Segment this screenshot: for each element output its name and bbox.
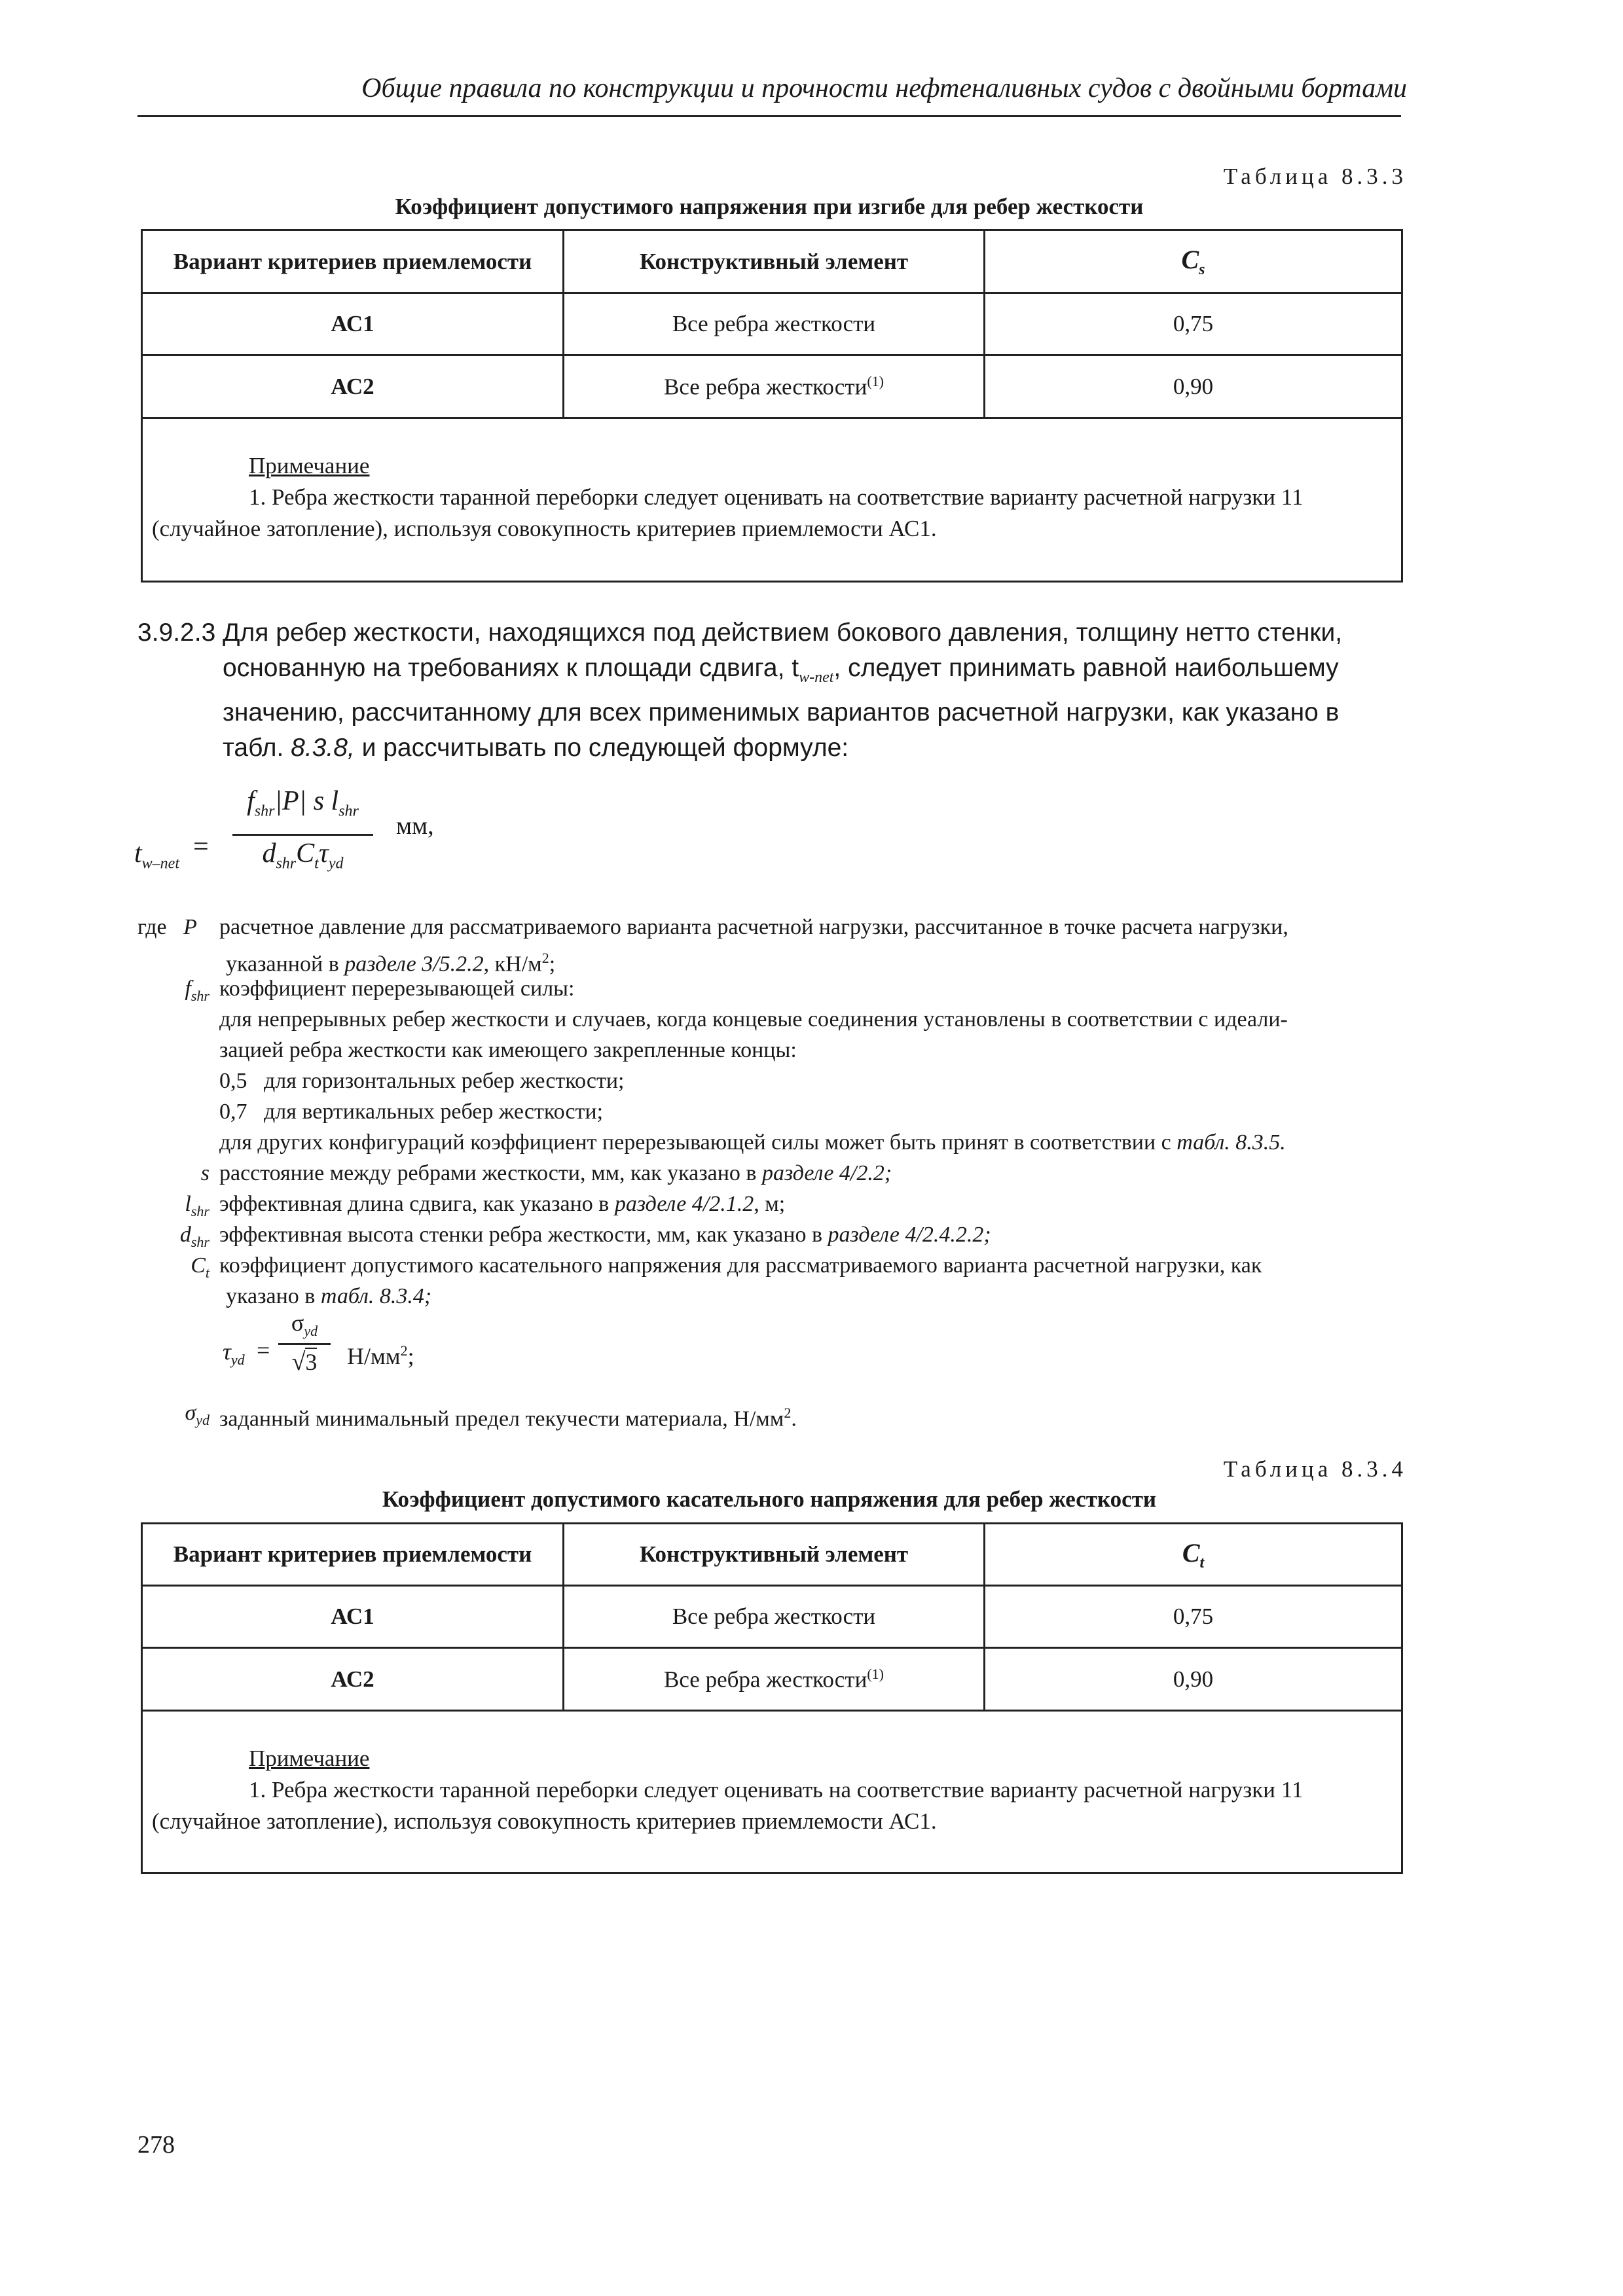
def-P-symbol: P [183,915,197,939]
table1-row1-value: 0,75 [985,293,1402,355]
def-c-symbol [137,1250,210,1288]
table1-row2-value: 0,90 [985,355,1402,418]
table2-col-coef [985,1524,1402,1586]
def-P-ref: разделе 3/5.2.2 [344,952,484,977]
den-c-sub: t [314,855,319,872]
table2-header-row [142,1524,1402,1586]
tau-unit [347,1335,414,1372]
tau-unit-text: Н/мм [347,1343,401,1369]
cs-subscript: s [1199,261,1205,278]
def-P-unit-sup: 2 [541,950,549,966]
def-sigma-end: . [791,1407,797,1431]
table1-note-line1: 1. Ребра жесткости таранной переборки следует оценивать на соответствие варианту расчетной нагрузки 11 [249,484,1304,510]
tau-unit-sup: 2 [400,1342,408,1359]
def-d-pre: эффективная высота стенки ребра жесткости, мм, как указано в [219,1223,823,1247]
table-row [142,1586,1402,1648]
paragraph-line4-pre: табл. [223,733,284,762]
den-d: d [262,838,276,869]
l-sub: shr [191,1202,210,1219]
table1-row1-element: Все ребра жесткости [564,293,985,355]
def-sigma-body: заданный минимальный предел текучести материала, Н/мм [219,1407,784,1431]
def-c-ref: табл. 8.3.4; [320,1284,432,1308]
table1-row2-variant: АС2 [142,355,564,418]
table1-col-variant: Вариант критериев приемлемости [142,230,564,293]
def-P-text: расчетное давление для рассматриваемого варианта расчетной нагрузки, рассчитанное в точке расчета нагрузки, [219,915,1288,939]
d-sym: d [179,1223,191,1247]
tau-num-sub: yd [304,1323,318,1340]
ct-symbol: C [1182,1537,1200,1568]
def-sigma-symbol [137,1397,210,1435]
table2 [141,1522,1403,1874]
tau-unit-end: ; [407,1343,414,1369]
den-d-sub: shr [276,855,297,872]
table2-note-row [142,1711,1402,1873]
def-where-label [137,912,216,942]
def-P-text2 [226,942,1401,979]
def-c-text: коэффициент допустимого касательного напряжения для рассматриваемого варианта расчетной нагрузки, как [219,1253,1262,1278]
def-l-ref: разделе 4/2.1.2 [614,1192,754,1216]
sqrt-icon: √ [291,1348,306,1376]
formula-unit: мм, [396,812,434,840]
table2-row1-variant: АС1 [142,1586,564,1648]
num-f: f [247,786,255,816]
def-s-ref: разделе 4/2.2; [761,1161,892,1185]
den-c: C [296,838,315,869]
formula-tau-yd [223,1310,550,1394]
formula-lhs-sub: w–net [141,855,179,872]
table1-row2-footnote-mark: (1) [867,372,884,389]
c-sub: t [205,1264,210,1281]
l-sym: l [185,1192,191,1216]
tau-lhs [223,1336,245,1375]
tau-equals: = [257,1337,270,1363]
paragraph-line1 [137,615,1401,651]
paragraph-line3: значению, рассчитанному для всех применимых вариантов расчетной нагрузки, как указано в [223,698,1340,726]
formula-denominator [232,838,373,872]
table-row [142,355,1402,418]
formula-t-wnet [134,786,593,903]
formula-lhs [134,838,179,872]
paragraph-line4-end: и рассчитывать по следующей формуле: [361,733,849,762]
tau-denominator [278,1347,331,1378]
def-s-pre: расстояние между ребрами жесткости, мм, как указано в [219,1161,757,1185]
def-s-text [219,1158,1401,1189]
table1-header-row [142,230,1402,293]
table2-note [142,1711,1402,1873]
num-f-sub: shr [254,802,275,820]
table1-col-element: Конструктивный элемент [564,230,985,293]
def-f-line3: зацией ребра жесткости как имеющего закрепленные концы: [219,1038,797,1062]
def-l-pre: эффективная длина сдвига, как указано в [219,1192,610,1216]
def-sigma-sup: 2 [784,1405,792,1421]
sigma-sym: σ [185,1401,196,1425]
page-number: 278 [137,2131,175,2159]
def-f-line6-ref: табл. 8.3.5. [1176,1130,1286,1155]
paragraph-number: 3.9.2.3 [137,619,216,647]
formula-numerator [232,785,373,820]
table2-col-element: Конструктивный элемент [564,1524,985,1586]
f-sub: shr [191,987,210,1004]
table1-note-row [142,418,1402,582]
sigma-sub: yd [196,1411,210,1428]
def-l-symbol [137,1189,210,1227]
table2-note-line2: (случайное затопление), используя совокупность критериев приемлемости АС1. [152,1808,937,1834]
paragraph-line1-text: Для ребер жесткости, находящихся под действием бокового давления, толщину нетто стенки, [223,619,1343,647]
table2-row2-footnote-mark: (1) [867,1665,884,1682]
tau-symbol: τ [223,1338,231,1365]
table-row [142,293,1402,355]
tau-fraction-bar [278,1343,331,1345]
def-P-unit: , кН/м [483,952,542,977]
def-d-text [219,1219,1401,1250]
tau-num-sigma: σ [291,1310,304,1336]
paragraph-line2-text: основанную на требованиях к площади сдвига, t [223,654,799,682]
def-s-symbol: s [200,1161,210,1185]
table2-note-title: Примечание [249,1746,370,1771]
table2-row2-element-text: Все ребра жесткости [664,1666,867,1693]
den-tau-sub: yd [328,855,344,872]
table2-title: Коэффициент допустимого касательного напряжения для ребер жесткости [382,1486,1157,1512]
def-f-line6 [219,1127,1401,1158]
def-P-tail: ; [549,952,556,977]
running-header: Общие правила по конструкции и прочности нефтеналивных судов с двойными бортами [361,73,1407,103]
def-f-text: коэффициент перерезывающей силы: [219,977,575,1001]
def-c-text2 [226,1281,1401,1312]
table1-note-line2: (случайное затопление), используя совокупность критериев приемлемости АС1. [152,516,937,541]
paragraph-table-ref: 8.3.8, [291,733,355,762]
def-f-line4: 0,5 для горизонтальных ребер жесткости; [219,1069,625,1093]
def-d-symbol [137,1219,210,1257]
header-rule [137,115,1401,117]
def-l-end: , м; [754,1192,786,1216]
table2-row2-value: 0,90 [985,1648,1402,1711]
def-f-line2: для непрерывных ребер жесткости и случаев, когда концевые соединения установлены в соответствии с идеали- [219,1007,1288,1031]
where-word: где [137,915,167,939]
f-sym: f [185,977,191,1001]
tau-sub: yd [230,1352,245,1369]
paragraph-line4 [137,730,1401,766]
table1-caption: Таблица 8.3.3 [1223,164,1407,189]
den-tau: τ [318,838,329,869]
def-f-line6-pre: для других конфигураций коэффициент перерезывающей силы может быть принят в соответствии с [219,1130,1171,1155]
def-c-text2-pre: указано в [226,1284,316,1308]
def-d-ref: разделе 4/2.4.2.2; [828,1223,991,1247]
def-sigma-text [219,1397,1401,1434]
table1-row2-element-text: Все ребра жесткости [664,374,867,400]
paragraph-line2-end: , следует принимать равной наибольшему [833,654,1339,682]
t-wnet-subscript: w-net [799,668,834,686]
table1-note [142,418,1402,582]
d-sub: shr [191,1233,210,1250]
formula-fraction-bar [232,834,373,836]
table1-col-coef [985,230,1402,293]
table2-row1-value: 0,75 [985,1586,1402,1648]
table2-row2-variant: АС2 [142,1648,564,1711]
paragraph-3-9-2-3 [137,615,1401,766]
def-f-line5: 0,7 для вертикальных ребер жесткости; [219,1100,604,1124]
table1-note-title: Примечание [249,453,370,478]
table-row [142,1648,1402,1711]
table2-caption: Таблица 8.3.4 [1223,1456,1407,1482]
table1-title: Коэффициент допустимого напряжения при изгибе для ребер жесткости [395,194,1144,219]
tau-den-value: 3 [305,1349,318,1375]
def-l-text [219,1189,1401,1219]
table1-row2-element [564,355,985,418]
formula-lhs-t: t [134,838,142,869]
def-P-text2-pre: указанной в [226,952,339,977]
table2-row1-element: Все ребра жесткости [564,1586,985,1648]
tau-numerator [278,1308,331,1346]
table2-col-variant: Вариант критериев приемлемости [142,1524,564,1586]
formula-equals: = [193,832,209,862]
num-l-sub: shr [338,802,359,820]
def-f-symbol [137,973,210,1011]
table1-row1-variant: АС1 [142,293,564,355]
c-sym: C [191,1253,206,1278]
num-mid: |P| s l [274,786,339,816]
ct-subscript: t [1199,1554,1205,1571]
table2-row2-element [564,1648,985,1711]
table1 [141,229,1403,583]
paragraph-line2 [137,651,1401,695]
table2-note-line1: 1. Ребра жесткости таранной переборки следует оценивать на соответствие варианту расчетной нагрузки 11 [249,1777,1304,1803]
cs-symbol: C [1181,245,1199,274]
